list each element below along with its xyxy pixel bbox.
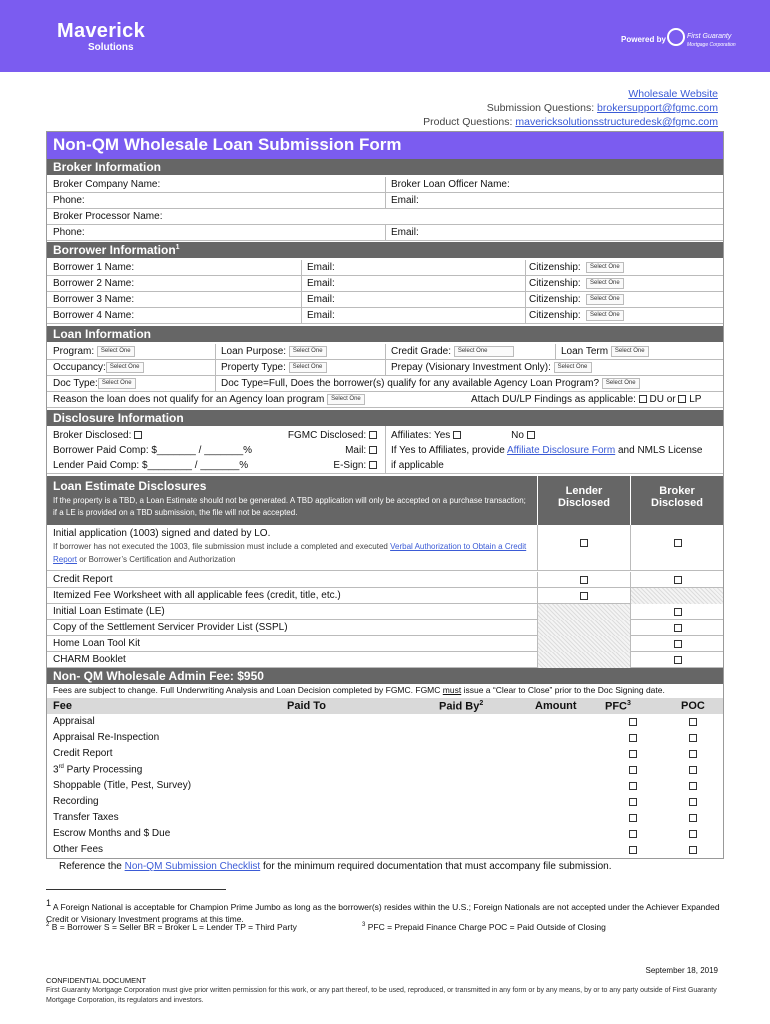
- agency-qualify-select[interactable]: Select One: [602, 378, 640, 389]
- fee-row: [47, 794, 723, 810]
- loan-row-3: Doc Type: Select One Doc Type=Full, Does the borrower(s) qualify for any available Agency Loan Program? Select One: [47, 376, 723, 392]
- fee-label: Other Fees: [53, 844, 104, 855]
- program-select[interactable]: Select One: [97, 346, 135, 357]
- mail-checkbox[interactable]: [369, 446, 377, 454]
- prepay-select[interactable]: Select One: [554, 362, 592, 373]
- checklist-link[interactable]: Non-QM Submission Checklist: [124, 861, 261, 872]
- submission-questions: Submission Questions: brokersupport@fgmc.com: [486, 102, 718, 114]
- loan-term-select[interactable]: Select One: [611, 346, 649, 357]
- pfc-checkbox[interactable]: [629, 766, 637, 774]
- poc-checkbox[interactable]: [689, 766, 697, 774]
- verbal-authorization-link[interactable]: Verbal Authorization to Obtain a Credit Report: [53, 542, 527, 564]
- le-broker-checkbox[interactable]: [674, 640, 682, 648]
- affiliates-yes-checkbox[interactable]: [453, 431, 461, 439]
- product-email-link[interactable]: mavericksolutionsstructuredesk@fgmc.com: [515, 116, 718, 128]
- footnote-rule: [46, 889, 226, 890]
- confidential-label: CONFIDENTIAL DOCUMENT: [46, 976, 147, 985]
- powered-by-label: Powered by: [621, 35, 666, 44]
- fgmc-disclosed-checkbox[interactable]: [369, 431, 377, 439]
- fee-label: Recording: [53, 796, 99, 807]
- le-item-row: [47, 620, 723, 636]
- form-title: Non-QM Wholesale Loan Submission Form: [47, 132, 723, 159]
- footnote-3: $^3$ PFC = Prepaid Finance Charge POC = Paid Outside of Closing: [362, 922, 606, 932]
- le-lender-checkbox[interactable]: [580, 592, 588, 600]
- pfc-checkbox[interactable]: [629, 750, 637, 758]
- poc-checkbox[interactable]: [689, 718, 697, 726]
- le-item-label: Copy of the Settlement Servicer Provider List (SSPL): [53, 622, 288, 633]
- fee-row: [47, 714, 723, 730]
- reference-line: Reference the Non-QM Submission Checklist for the minimum required documentation that must accompany file submission.: [59, 861, 612, 872]
- loan-row-2: Occupancy: Select One Property Type: Select One Prepay (Visionary Investment Only): Select One: [47, 360, 723, 376]
- pfc-checkbox[interactable]: [629, 798, 637, 806]
- affiliate-disclosure-link[interactable]: Affiliate Disclosure Form: [507, 445, 616, 456]
- disclosure-block: Broker Disclosed: Borrower Paid Comp: $_______ / _______% Lender Paid Comp: $________ / _______% FGMC Disclosed: Mail: E-Sign: Affiliates: Yes No If Yes to Affiliates, provide Affiliate Disclosure Form and NMLS License if applicable: [47, 426, 723, 474]
- credit-grade-select[interactable]: Select One: [454, 346, 514, 357]
- borrower-section-heading: Borrower Information$^1$: [47, 242, 723, 258]
- fee-label: Appraisal Re-Inspection: [53, 732, 160, 743]
- poc-checkbox[interactable]: [689, 846, 697, 854]
- le-item-label: Credit Report: [53, 574, 113, 585]
- citizenship-select[interactable]: Select One: [586, 278, 624, 289]
- pfc-checkbox[interactable]: [629, 782, 637, 790]
- fee-label: 3rd Party Processing: [53, 764, 143, 776]
- poc-checkbox[interactable]: [689, 734, 697, 742]
- broker-disclosed-checkbox[interactable]: [134, 431, 142, 439]
- le-item-row: [47, 572, 723, 588]
- doc-type-select[interactable]: Select One: [98, 378, 136, 389]
- esign-checkbox[interactable]: [369, 461, 377, 469]
- submission-email-link[interactable]: brokersupport@fgmc.com: [597, 102, 718, 114]
- product-questions: Product Questions: mavericksolutionsstructuredesk@fgmc.com: [423, 116, 718, 128]
- le-item-row: [47, 636, 723, 652]
- le-item-row: [47, 588, 723, 604]
- fee-table-header: Fee Paid To Paid By$^2$ Amount PFC$^3$ POC: [47, 698, 723, 714]
- broker-row-3: Broker Processor Name:: [47, 209, 723, 225]
- affiliates-no-checkbox[interactable]: [527, 431, 535, 439]
- initial-app-lender-checkbox[interactable]: [580, 539, 588, 547]
- le-broker-checkbox[interactable]: [674, 608, 682, 616]
- du-checkbox[interactable]: [639, 395, 647, 403]
- le-broker-checkbox[interactable]: [674, 624, 682, 632]
- loan-section-heading: Loan Information: [47, 326, 723, 342]
- pfc-checkbox[interactable]: [629, 830, 637, 838]
- admin-fee-heading: Non- QM Wholesale Admin Fee: $950: [47, 668, 723, 684]
- broker-row-1: Broker Company Name: Broker Loan Officer Name:: [47, 177, 723, 193]
- fee-label: Shoppable (Title, Pest, Survey): [53, 780, 192, 791]
- pfc-checkbox[interactable]: [629, 734, 637, 742]
- initial-app-row: Initial application (1003) signed and dated by LO. If borrower has not executed the 1003, file submission must include a completed and executed Verbal Authorization to Obtain a Credit Report or Borrower’s Certification and Authorization: [47, 525, 723, 571]
- fee-label: Transfer Taxes: [53, 812, 119, 823]
- first-guaranty-name: First Guaranty Mortgage Corporation: [687, 33, 736, 48]
- loan-purpose-select[interactable]: Select One: [289, 346, 327, 357]
- le-item-label: Home Loan Tool Kit: [53, 638, 141, 649]
- citizenship-select[interactable]: Select One: [586, 310, 624, 321]
- loan-row-4: Reason the loan does not qualify for an Agency loan program Select One Attach DU/LP Findings as applicable: DU or LP: [47, 392, 723, 408]
- loan-row-1: Program: Select One Loan Purpose: Select One Credit Grade: Select One Loan Term Select One: [47, 344, 723, 360]
- lender-disclosed-heading: Lender Disclosed: [538, 476, 630, 525]
- disclosure-section-heading: Disclosure Information: [47, 410, 723, 426]
- lp-checkbox[interactable]: [678, 395, 686, 403]
- header-banner: [0, 0, 770, 72]
- admin-fee-note: Fees are subject to change. Full Underwriting Analysis and Loan Decision completed by FGMC. FGMC must issue a “Clear to Close” prior to the Doc Signing date.: [53, 685, 665, 695]
- broker-row-2: Phone: Email:: [47, 193, 723, 209]
- wholesale-website-link[interactable]: Wholesale Website: [628, 88, 718, 100]
- broker-disclosed-heading: Broker Disclosed: [631, 476, 723, 525]
- initial-app-broker-checkbox[interactable]: [674, 539, 682, 547]
- borrower-row: Borrower 4 Name: Email: Citizenship: Select One: [47, 308, 723, 324]
- le-section-heading: Loan Estimate Disclosures If the property is a TBD, a Loan Estimate should not be generated. A TBD application will only be accepted on a purchase transaction; if a LE is provided on a TBD submission, the file will not be accepted.: [47, 476, 537, 525]
- fee-row: [47, 746, 723, 762]
- document-date: September 18, 2019: [645, 966, 718, 975]
- fee-row: [47, 826, 723, 842]
- maverick-logo-sub: Solutions: [88, 42, 134, 53]
- broker-row-4: Phone: Email:: [47, 225, 723, 241]
- poc-checkbox[interactable]: [689, 830, 697, 838]
- le-item-label: Initial Loan Estimate (LE): [53, 606, 165, 617]
- borrower-row: Borrower 1 Name: Email: Citizenship: Select One: [47, 260, 723, 276]
- citizenship-select[interactable]: Select One: [586, 262, 624, 273]
- occupancy-select[interactable]: Select One: [106, 362, 144, 373]
- fee-row: [47, 810, 723, 826]
- fee-label: Credit Report: [53, 748, 113, 759]
- le-lender-checkbox[interactable]: [580, 576, 588, 584]
- broker-section-heading: Broker Information: [47, 159, 723, 175]
- first-guaranty-logo-icon: [667, 28, 685, 46]
- pfc-checkbox[interactable]: [629, 846, 637, 854]
- fee-row: [47, 762, 723, 778]
- borrower-row: Borrower 2 Name: Email: Citizenship: Select One: [47, 276, 723, 292]
- fee-row: [47, 730, 723, 746]
- footnote-2: $^2$ B = Borrower S = Seller BR = Broker L = Lender TP = Third Party: [46, 922, 297, 932]
- le-broker-checkbox[interactable]: [674, 656, 682, 664]
- le-broker-checkbox[interactable]: [674, 576, 682, 584]
- le-item-row: [47, 652, 723, 668]
- poc-checkbox[interactable]: [689, 782, 697, 790]
- confidential-notice: First Guaranty Mortgage Corporation must give prior written permission for this work, or any part thereof, to be used, reproduced, or transmitted in any form or by any means, by or to any party outside of First Guaranty Mortgage Corporation, its regulators and investors.: [46, 987, 717, 1004]
- le-item-label: CHARM Booklet: [53, 654, 126, 665]
- fee-label: Appraisal: [53, 716, 95, 727]
- pfc-checkbox[interactable]: [629, 814, 637, 822]
- footnote-1: $^1$ A Foreign National is acceptable for Champion Prime Jumbo as long as the borrower(s) resides within the U.S.; Foreign Nationals are not accepted under the Achiever Expanded Credit or Visionary Investment programs at this time.: [46, 898, 720, 924]
- poc-checkbox[interactable]: [689, 814, 697, 822]
- fee-row: [47, 842, 723, 858]
- property-type-select[interactable]: Select One: [289, 362, 327, 373]
- pfc-checkbox[interactable]: [629, 718, 637, 726]
- poc-checkbox[interactable]: [689, 750, 697, 758]
- le-item-row: [47, 604, 723, 620]
- fee-label: Escrow Months and $ Due: [53, 828, 171, 839]
- le-item-label: Itemized Fee Worksheet with all applicable fees (credit, title, etc.): [53, 590, 341, 601]
- reason-select[interactable]: Select One: [327, 394, 365, 405]
- borrower-row: Borrower 3 Name: Email: Citizenship: Select One: [47, 292, 723, 308]
- citizenship-select[interactable]: Select One: [586, 294, 624, 305]
- poc-checkbox[interactable]: [689, 798, 697, 806]
- maverick-logo: Maverick: [57, 20, 146, 42]
- submission-form: [46, 131, 724, 872]
- fee-row: [47, 778, 723, 794]
